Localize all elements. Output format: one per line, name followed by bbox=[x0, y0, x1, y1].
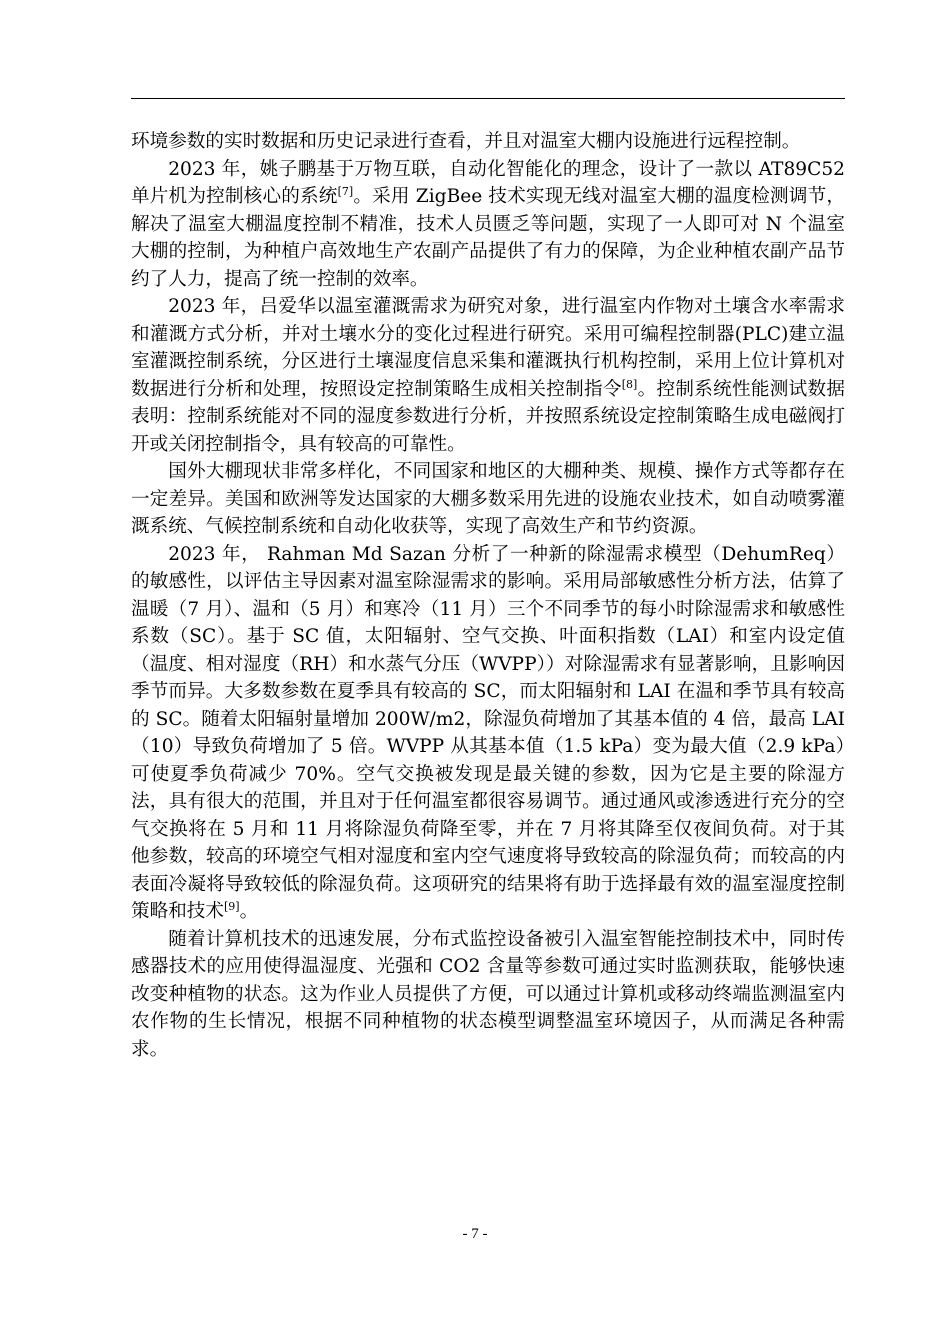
page-number: - 7 - bbox=[462, 1226, 488, 1242]
body-paragraph bbox=[131, 156, 845, 294]
paragraph-text: 2023 年，吕爱华以温室灌溉需求为研究对象，进行温室内作物对土壤含水率需求和灌溉方式分析，并对土壤水分的变化过程进行研究。采用可编程控制器(PLC)建立温室灌溉控制系统，分区进行土壤湿度信息采集和灌溉执行机构控制，采用上位计算机对数据进行分析和处理，按照设定控制策略生成相关控制指令 bbox=[131, 296, 845, 400]
paragraph-text: 2023 年， Rahman Md Sazan 分析了一种新的除湿需求模型（DehumReq）的敏感性，以评估主导因素对温室除湿需求的影响。采用局部敏感性分析方法，估算了温暖（7 月）、温和（5 月）和寒冷（11 月）三个不同季节的每小时除湿需求和敏感性系数（SC）。基于 SC 值，太阳辐射、空气交换、叶面积指数（LAI）和室内设定值（温度、相对湿度（RH）和水蒸气分压（WVPP））对除湿需求有显著影响，且影响因季节而异。大多数参数在夏季具有较高的 SC，而太阳辐射和 LAI 在温和季节具有较高的 SC。随着太阳辐射量增加 200W/m2，除湿负荷增加了其基本值的 4 倍，最高 LAI（10）导致负荷增加了 5 倍。WVPP 从其基本值（1.5 kPa）变为最大值（2.9 kPa）可使夏季负荷减少 70%。空气交换被发现是最关键的参数，因为它是主要的除湿方法，具有很大的范围，并且对于任何温室都很容易调节。通过通风或渗透进行充分的空气交换将在 5 月和 11 月将除湿负荷降至零，并在 7 月将其降至仅夜间负荷。对于其他参数，较高的环境空气相对湿度和室内空气速度将导致较高的除湿负荷；而较高的内表面冷凝将导致较低的除湿负荷。这项研究的结果将有助于选择最有效的温室湿度控制策略和技术 bbox=[131, 543, 845, 922]
paragraph-text: 国外大棚现状非常多样化，不同国家和地区的大棚种类、规模、操作方式等都存在一定差异。美国和欧洲等发达国家的大棚多数采用先进的设施农业技术，如自动喷雾灌溉系统、气候控制系统和自动化收获等，实现了高效生产和节约资源。 bbox=[131, 461, 845, 537]
header-rule bbox=[131, 98, 845, 99]
paragraph-text: 随着计算机技术的迅速发展，分布式监控设备被引入温室智能控制技术中，同时传感器技术的应用使得温湿度、光强和 CO2 含量等参数可通过实时监测获取，能够快速改变种植物的状态。这为作业人员提供了方便，可以通过计算机或移动终端监测温室内农作物的生长情况，根据不同种植物的状态模型调整温室环境因子，从而满足各种需求。 bbox=[131, 928, 845, 1060]
citation-reference: [8] bbox=[621, 377, 638, 391]
paragraph-text: 。 bbox=[239, 901, 259, 922]
body-paragraph bbox=[131, 458, 845, 541]
document-body bbox=[131, 128, 845, 1063]
paragraph-text: 环境参数的实时数据和历史记录进行查看，并且对温室大棚内设施进行远程控制。 bbox=[131, 131, 801, 152]
body-paragraph bbox=[131, 293, 845, 458]
body-paragraph bbox=[131, 128, 845, 156]
body-paragraph bbox=[131, 926, 845, 1064]
citation-reference: [7] bbox=[337, 184, 354, 198]
paragraph-text: 。控制系统性能测试数据表明：控制系统能对不同的湿度参数进行分析，并按照系统设定控制策略生成电磁阀打开或关闭控制指令，具有较高的可靠性。 bbox=[131, 378, 845, 455]
paragraph-text: 。采用 ZigBee 技术实现无线对温室大棚的温度检测调节，解决了温室大棚温度控制不精准，技术人员匮乏等问题，实现了一人即可对 N 个温室大棚的控制，为种植户高效地生产农副产品提供了有力的保障，为企业种植农副产品节约了人力，提高了统一控制的效率。 bbox=[131, 186, 845, 290]
paragraph-text: 2023 年，姚子鹏基于万物互联，自动化智能化的理念，设计了一款以 AT89C52 单片机为控制核心的系统 bbox=[131, 158, 845, 207]
citation-reference: [9] bbox=[223, 899, 240, 913]
body-paragraph bbox=[131, 541, 845, 926]
